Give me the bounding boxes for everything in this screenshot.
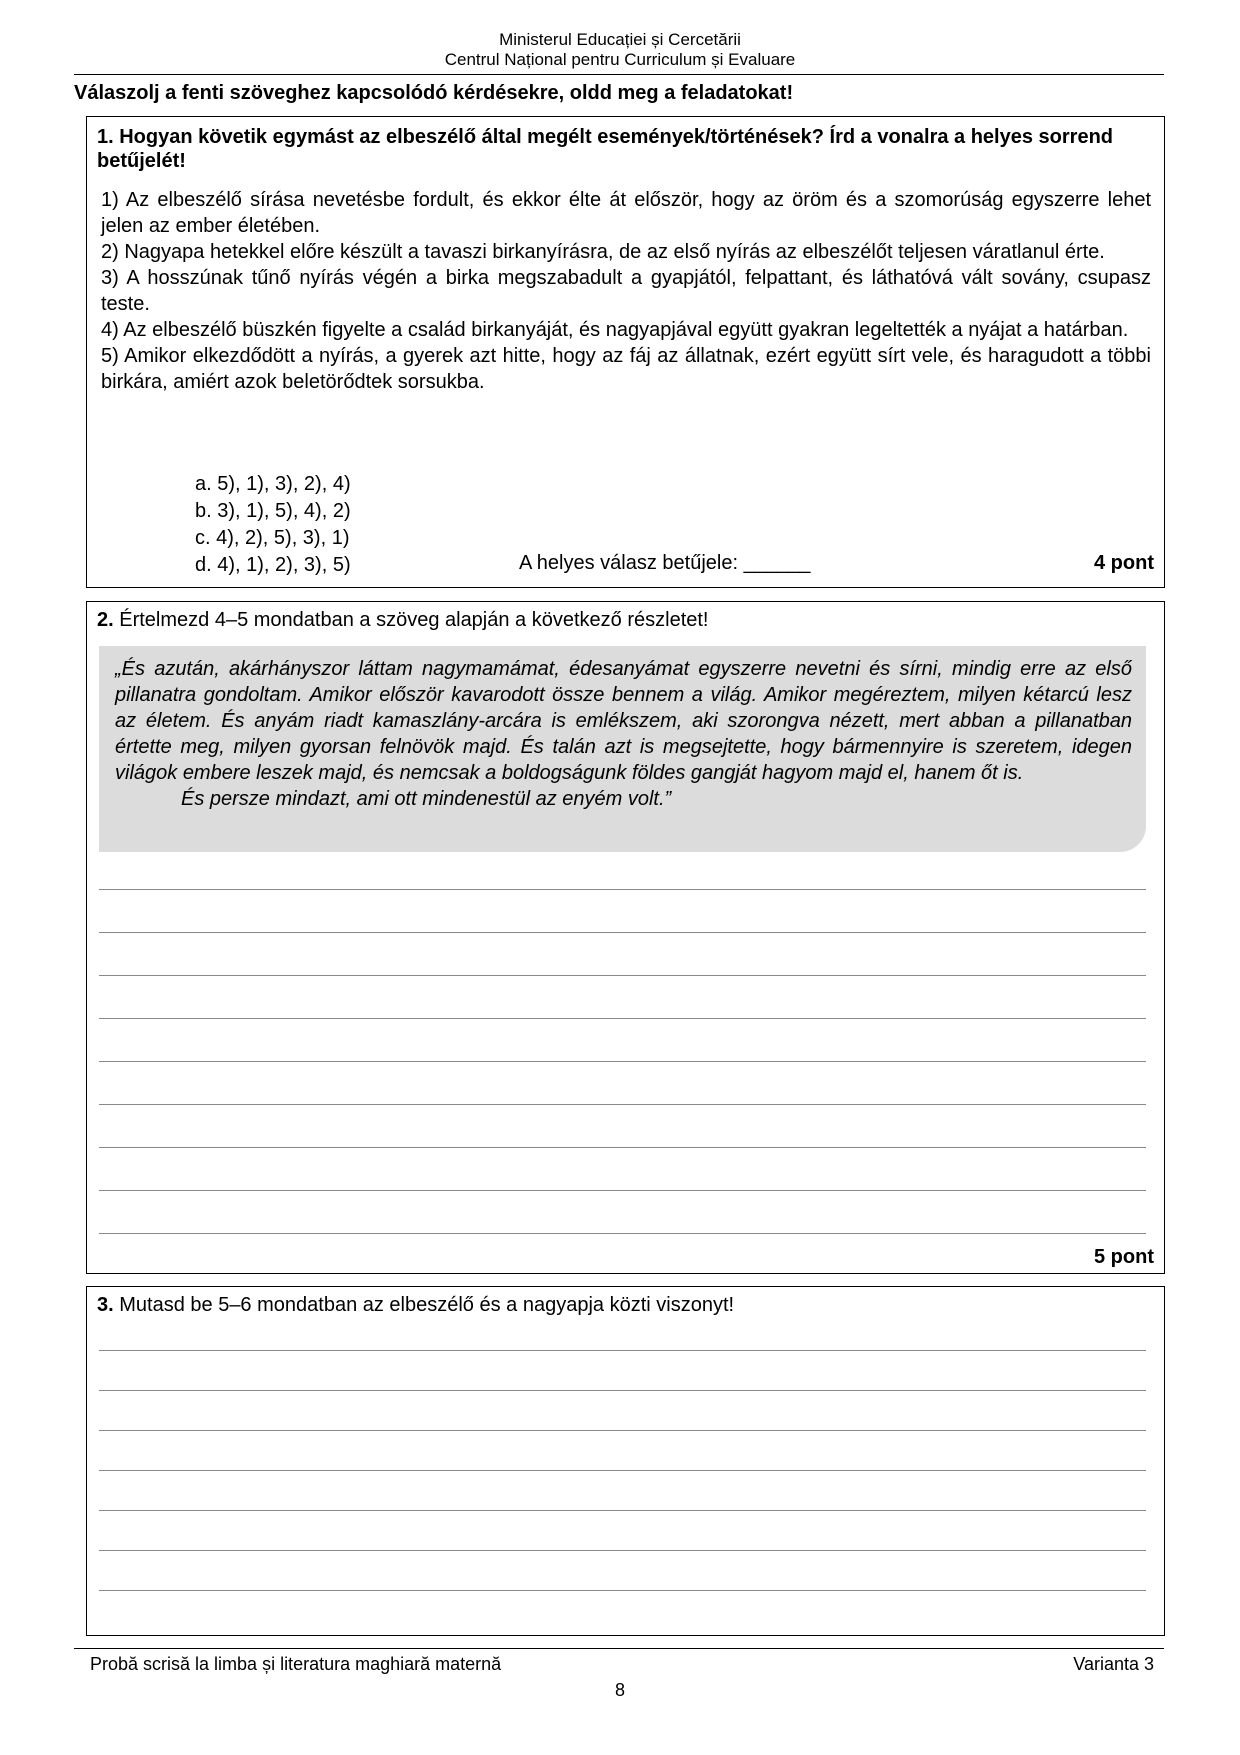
page-header	[0, 30, 1240, 70]
statement-2: 2) Nagyapa hetekkel előre készült a tavaszi birkanyírásra, de az első nyírás az elbeszélőt teljesen váratlanul érte.	[101, 241, 1105, 263]
task-instruction: Válaszolj a fenti szöveghez kapcsolódó kérdésekre, oldd meg a feladatokat!	[74, 82, 794, 104]
answer-line[interactable]	[99, 1018, 1146, 1019]
page-number: 8	[614, 1680, 625, 1700]
question-1-points: 4 pont	[1094, 552, 1154, 574]
question-1-statements	[101, 187, 1151, 395]
answer-line[interactable]	[99, 1061, 1146, 1062]
question-1-box	[86, 116, 1165, 588]
option-c: c. 4), 2), 5), 3), 1)	[195, 527, 350, 549]
answer-line[interactable]	[99, 1104, 1146, 1105]
question-3-text: Mutasd be 5–6 mondatban az elbeszélő és a nagyapja közti viszonyt!	[113, 1294, 735, 1316]
question-2-title	[97, 608, 1152, 632]
answer-line[interactable]	[99, 1233, 1146, 1234]
answer-line[interactable]	[99, 975, 1146, 976]
statement-1: 1) Az elbeszélő sírása nevetésbe fordult, és ekkor élte át először, hogy az öröm és a szomorúság egyszerre lehet jelen az ember életében.	[101, 189, 1151, 237]
header-ministry: Ministerul Educației și Cercetării	[499, 30, 741, 49]
answer-line[interactable]	[99, 1190, 1146, 1191]
statement-4: 4) Az elbeszélő büszkén figyelte a család birkanyáját, és nagyapjával együtt gyakran legeltették a nyájat a határban.	[101, 319, 1129, 341]
answer-line[interactable]	[99, 1470, 1146, 1471]
question-3-title	[97, 1293, 1152, 1317]
question-3-box	[86, 1286, 1165, 1636]
answer-line[interactable]	[99, 1510, 1146, 1511]
answer-line[interactable]	[99, 889, 1146, 890]
footer-divider	[74, 1648, 1164, 1649]
option-a: a. 5), 1), 3), 2), 4)	[195, 473, 351, 495]
question-2-points: 5 pont	[1094, 1246, 1154, 1268]
question-2-box	[86, 601, 1165, 1274]
answer-blank[interactable]: A helyes válasz betűjele: ______	[519, 552, 811, 574]
header-center: Centrul Național pentru Curriculum și Evaluare	[444, 50, 796, 69]
question-2-number: 2.	[97, 609, 114, 631]
answer-line[interactable]	[99, 1590, 1146, 1591]
statement-3: 3) A hosszúnak tűnő nyírás végén a birka megszabadult a gyapjától, felpattant, és láthatóvá vált sovány, csupasz teste.	[101, 267, 1151, 315]
question-2-text: Értelmezd 4–5 mondatban a szöveg alapján a következő részletet!	[113, 609, 709, 631]
quote-paragraph-1: „És azután, akárhányszor láttam nagymamámat, édesanyámat egyszerre nevetni és sírni, mindig erre az első pillanatra gondoltam. Amikor először kavarodott össze bennem a világ. Amikor megéreztem, milyen kétarcú lesz az életem. És anyám riadt kamaszlány-arcára is emlékszem, aki szorongva nézett, mert abban a pillanatban értette meg, milyen gyorsan felnövök majd. És talán azt is megsejtette, hogy bármennyire is szeretem, idegen világok embere leszek majd, és nemcsak a boldogságunk földes gangját hagyom majd el, hanem őt is.	[115, 658, 1132, 784]
answer-options	[195, 471, 351, 579]
option-d: d. 4), 1), 2), 3), 5)	[195, 554, 351, 576]
answer-line[interactable]	[99, 932, 1146, 933]
question-3-number: 3.	[97, 1294, 114, 1316]
answer-line[interactable]	[99, 1350, 1146, 1351]
answer-line[interactable]	[99, 1390, 1146, 1391]
quoted-passage	[99, 646, 1146, 852]
question-1-title: 1. Hogyan követik egymást az elbeszélő által megélt események/történések? Írd a vonalra a helyes sorrend betűjelét!	[97, 126, 1113, 172]
footer-variant: Varianta 3	[1073, 1654, 1154, 1674]
answer-line[interactable]	[99, 1550, 1146, 1551]
header-divider	[74, 74, 1164, 75]
footer-exam-title: Probă scrisă la limba și literatura maghiară maternă	[90, 1654, 502, 1674]
statement-5: 5) Amikor elkezdődött a nyírás, a gyerek azt hitte, hogy az fáj az állatnak, ezért együtt sírt vele, és haragudott a többi birkára, amiért azok beletörődtek sorsukba.	[101, 345, 1151, 393]
answer-line[interactable]	[99, 1147, 1146, 1148]
answer-line[interactable]	[99, 1430, 1146, 1431]
quote-paragraph-2: És persze mindazt, ami ott mindenestül az enyém volt.”	[181, 788, 672, 810]
option-b: b. 3), 1), 5), 4), 2)	[195, 500, 351, 522]
